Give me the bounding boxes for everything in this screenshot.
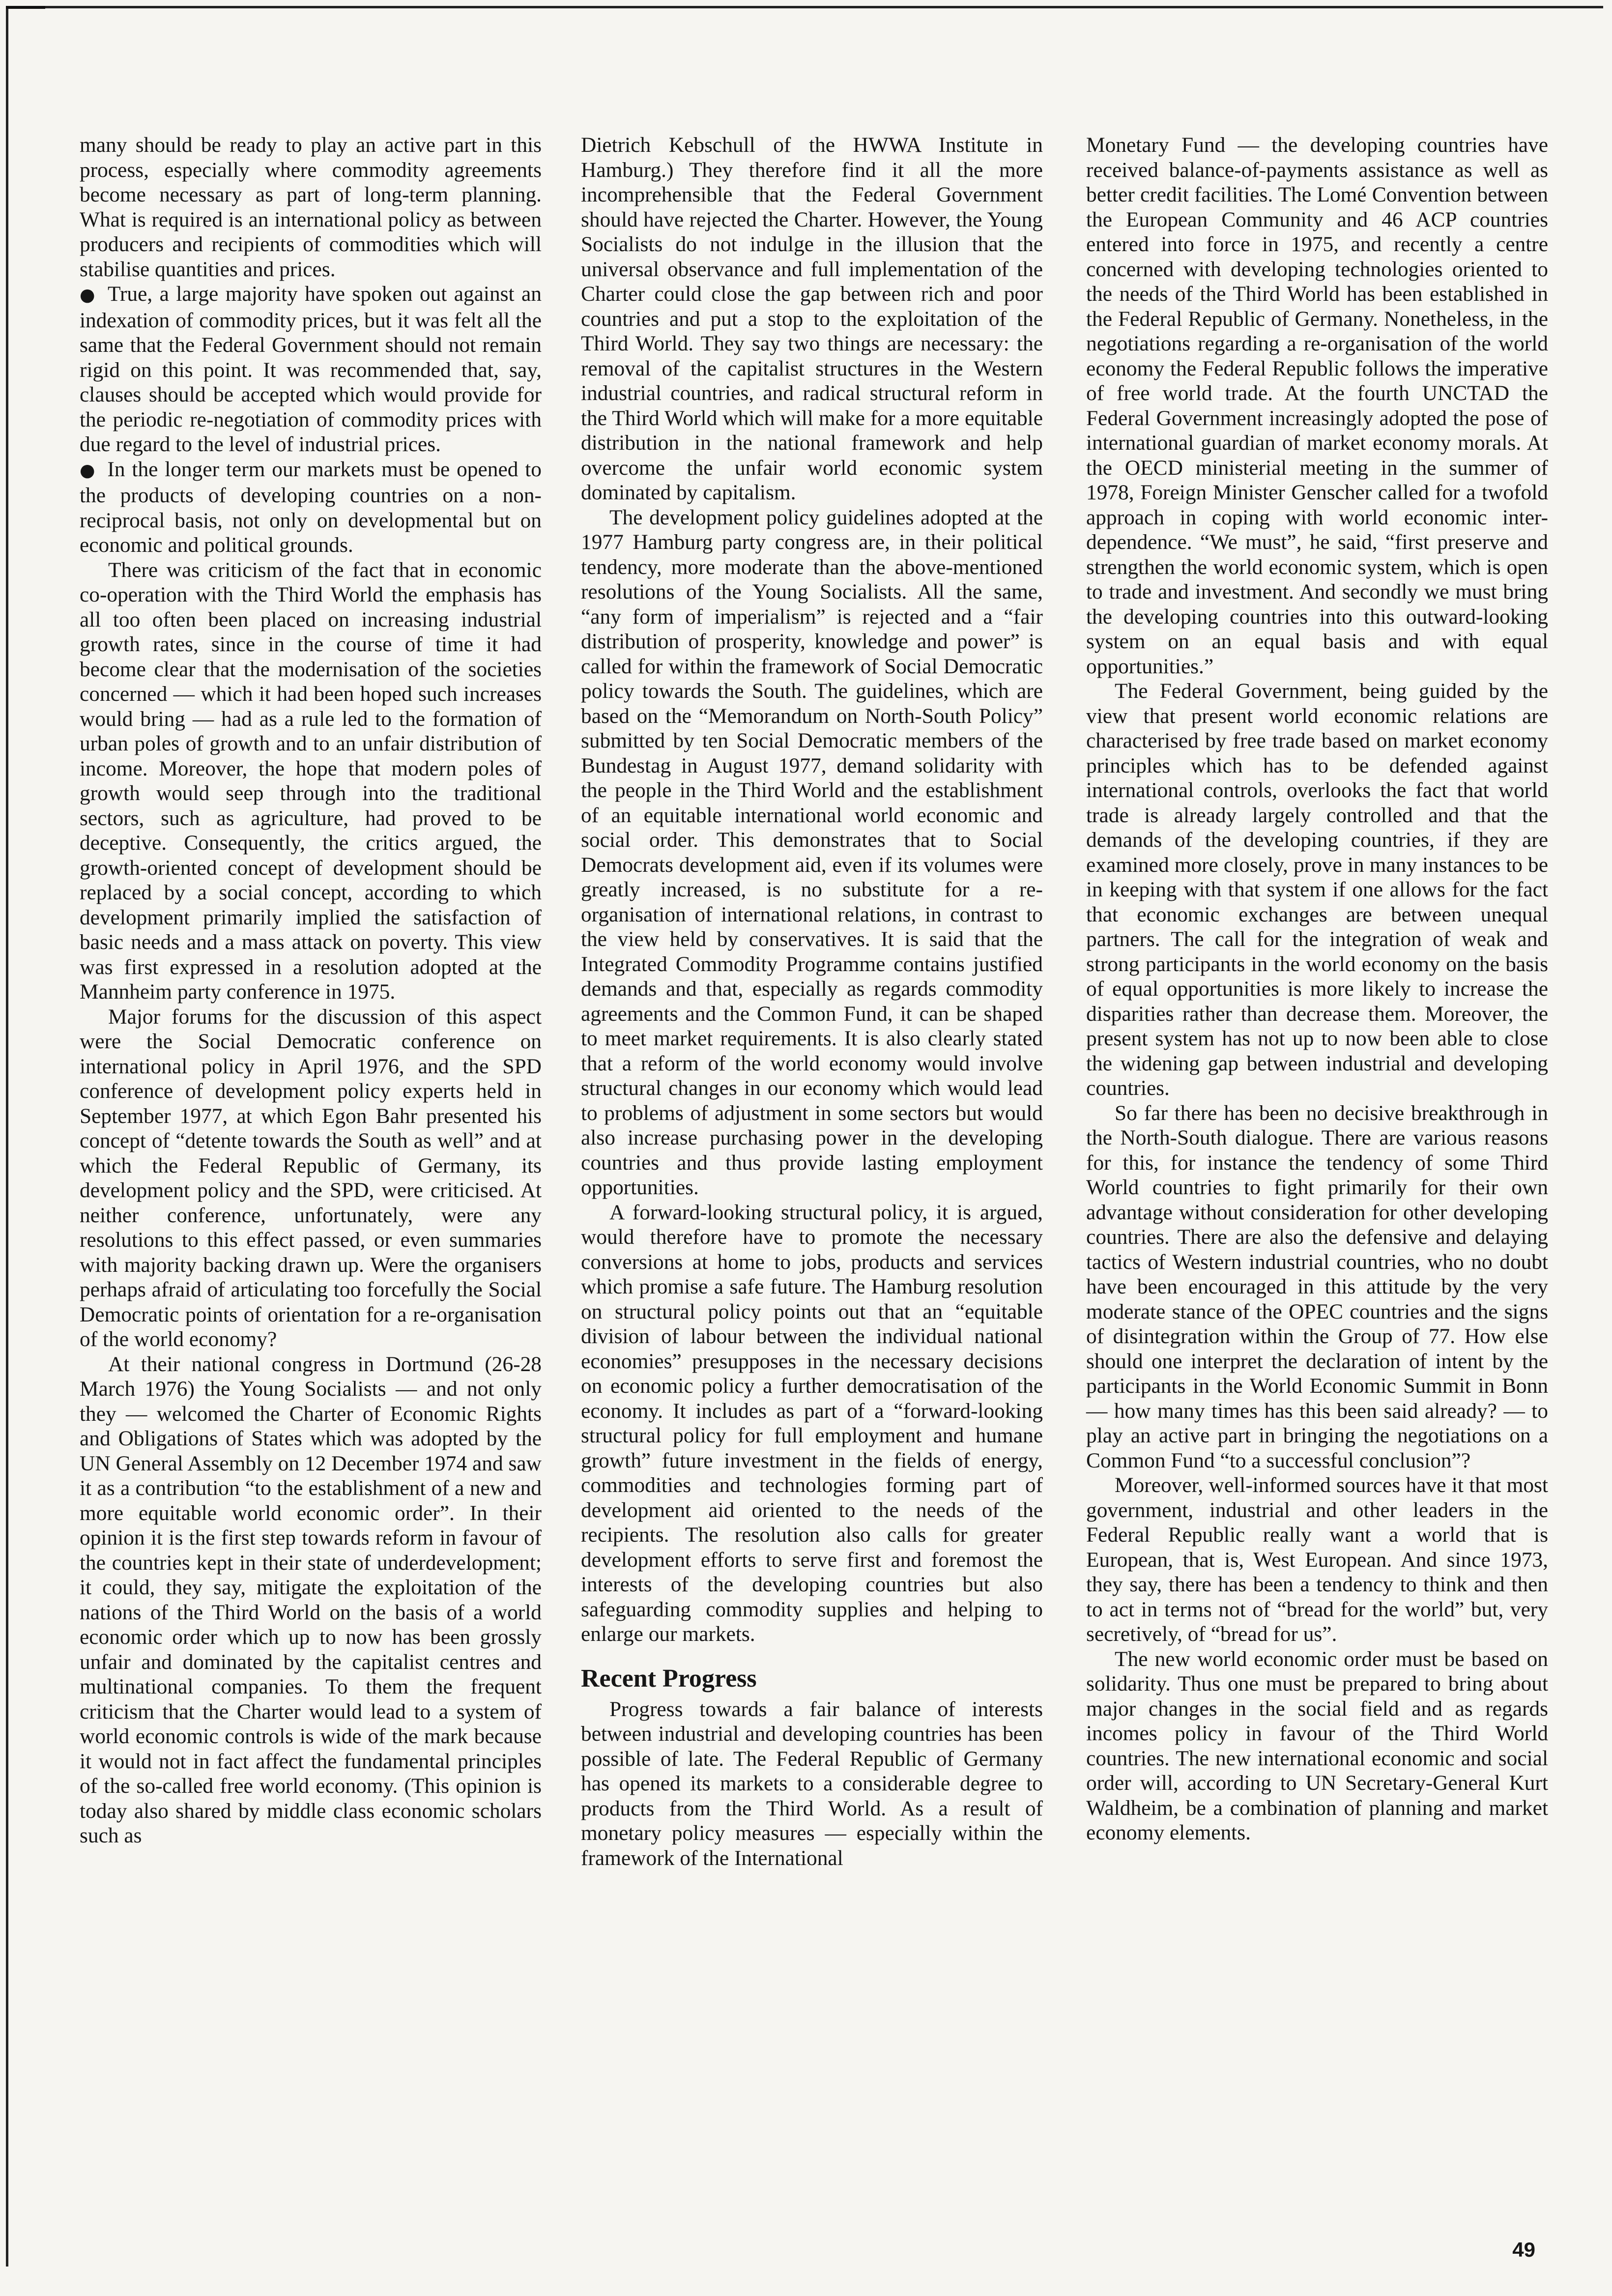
bullet-icon: ● (80, 285, 97, 305)
column-1 (80, 133, 542, 1848)
bullet-icon: ● (80, 460, 97, 481)
paragraph-text: True, a large majority have spoken out against an indexation of commodity prices, but it was felt all the same that the Federal Government should not remain rigid on this point. It was recommended that, say, clauses should be accepted which would provide for the periodic re-negotiation of commodity prices with due regard to the level of industrial prices. (80, 282, 542, 456)
column-2 (581, 133, 1043, 1870)
paragraph: At their national congress in Dortmund (26-28 March 1976) the Young Socialists — and not only they — welcomed the Charter of Economic Rights and Obligations of States which was adopted by the UN General Assembly on 12 December 1974 and saw it as a contribution “to the establishment of a new and more equitable world economic order”. In their opinion it is the first step towards reform in favour of the countries kept in their state of underdevelopment; it could, they say, mitigate the exploitation of the nations of the Third World on the basis of a world economic order which up to now has been grossly unfair and dominated by the capitalist centres and multinational companies. To them the frequent criticism that the Charter would lead to a system of world economic controls is wide of the mark because it would not in fact affect the fundamental principles of the so-called free world economy. (This opinion is today also shared by middle class economic scholars such as (80, 1352, 542, 1847)
paragraph: The Federal Government, being guided by the view that present world economic relations are characterised by free trade based on market economy principles which has to be defended against international controls, overlooks the fact that world trade is already largely controlled and that the demands of the developing countries, if they are examined more closely, prove in many instances to be in keeping with that system if one allows for the fact that economic exchanges are between unequal partners. The call for the integration of weak and strong participants in the world economy on the basis of equal opportunities is more likely to increase the disparities rather than decrease them. Moreover, the present system has not up to now been able to close the widening gap between industrial and developing countries. (1086, 679, 1548, 1100)
page-border-top (6, 6, 1603, 8)
column-3 (1086, 133, 1548, 1845)
page-number: 49 (1512, 2238, 1535, 2261)
page-corner-mark (6, 6, 45, 9)
paragraph: A forward-looking structural policy, it is argued, would therefore have to promote the necessary conversions at home to jobs, products and services which promise a safe future. The Hamburg resolution on structural policy points out that an “equitable division of labour between the individual national economies” presupposes in the necessary decisions on economic policy a further democratisation of the economy. It includes as part of a “forward-looking structural policy for full employment and humane growth” future investment in the fields of energy, commodities and technologies forming part of development aid oriented to the needs of the recipients. The resolution also calls for greater development efforts to serve first and foremost the interests of the developing countries but also safeguarding commodity supplies and helping to enlarge our markets. (581, 1200, 1043, 1646)
bullet-paragraph (80, 457, 542, 558)
page-border-left (6, 6, 8, 2267)
paragraph: The new world economic order must be based on solidarity. Thus one must be prepared to bring about major changes in the social field and as regards incomes policy in favour of the Third World countries. The new international economic and social order will, according to UN Secretary-General Kurt Waldheim, be a combination of planning and market economy elements. (1086, 1647, 1548, 1844)
bullet-paragraph (80, 282, 542, 457)
paragraph-text: In the longer term our markets must be opened to the products of developing countries on a non-reciprocal basis, not only on developmental but on economic and political grounds. (80, 457, 542, 557)
section-heading: Recent Progress (581, 1664, 757, 1693)
paragraph: The development policy guidelines adopted at the 1977 Hamburg party congress are, in their political tendency, more moderate than the above-mentioned resolutions of the Young Socialists. All the same, “any form of imperialism” is rejected and a “fair distribution of prosperity, knowledge and power” is called for within the framework of Social Democratic policy towards the South. The guidelines, which are based on the “Memorandum on North-South Policy” submitted by ten Social Democratic members of the Bundestag in August 1977, demand solidarity with the people in the Third World and the establishment of an equitable international world economic and social order. This demonstrates that to Social Democrats development aid, even if its volumes were greatly increased, is no substitute for a re-organisation of international relations, in contrast to the view held by conservatives. It is said that the Integrated Commodity Programme contains justified demands and that, especially as regards commodity agreements and the Common Fund, it can be shaped to meet market requirements. It is also clearly stated that a reform of the world economy would involve structural changes in our economy which would lead to problems of adjustment in some sectors but would also increase purchasing power in the developing countries and thus provide lasting employment opportunities. (581, 505, 1043, 1199)
paragraph: Major forums for the discussion of this aspect were the Social Democratic conference on international policy in April 1976, and the SPD conference of development policy experts held in September 1977, at which Egon Bahr presented his concept of “detente towards the South as well” and at which the Federal Republic of Germany, its development policy and the SPD, were criticised. At neither conference, unfortunately, were any resolutions to this effect passed, or even summaries with majority backing drawn up. Were the organisers perhaps afraid of articulating too forcefully the Social Democratic points of orientation for a re-organisation of the world economy? (80, 1004, 542, 1351)
paragraph: Progress towards a fair balance of interests between industrial and developing countries has been possible of late. The Federal Republic of Germany has opened its markets to a considerable degree to products from the Third World. As a result of monetary policy measures — especially within the framework of the International (581, 1697, 1043, 1870)
paragraph: Moreover, well-informed sources have it that most government, industrial and other leaders in the Federal Republic really want a world that is European, that is, West European. And since 1973, they say, there has been a tendency to think and then to act in terms not of “bread for the world” but, very secretively, of “bread for us”. (1086, 1473, 1548, 1646)
paragraph: many should be ready to play an active part in this process, especially where commodity agreements become necessary as part of long-term planning. What is required is an international policy as between producers and recipients of commodities which will stabilise quantities and prices. (80, 133, 542, 281)
paragraph: Monetary Fund — the developing countries have received balance-of-payments assistance as well as better credit facilities. The Lomé Convention between the European Community and 46 ACP countries entered into force in 1975, and recently a centre concerned with developing technologies oriented to the needs of the Third World has been established in the Federal Republic of Germany. Nonetheless, in the negotiations regarding a re-organisation of the world economy the Federal Republic follows the imperative of free world trade. At the fourth UNCTAD the Federal Government increasingly adopted the pose of international guardian of market economy morals. At the OECD ministerial meeting in the summer of 1978, Foreign Minister Genscher called for a twofold approach in coping with world economic inter-dependence. “We must”, he said, “first preserve and strengthen the world economic system, which is open to trade and investment. And secondly we must bring the developing countries into this outward-looking system on an equal basis and with equal opportunities.” (1086, 133, 1548, 678)
paragraph: There was criticism of the fact that in economic co-operation with the Third World the emphasis has all too often been placed on increasing industrial growth rates, since in the course of time it had become clear that the modernisation of the societies concerned — which it had been hoped such increases would bring — had as a rule led to the formation of urban poles of growth and to an unfair distribution of income. Moreover, the hope that modern poles of growth would seep through into the traditional sectors, such as agriculture, had proved to be deceptive. Consequently, the critics argued, the growth-oriented concept of development should be replaced by a social concept, according to which development primarily implied the satisfaction of basic needs and a mass attack on poverty. This view was first expressed in a resolution adopted at the Mannheim party conference in 1975. (80, 558, 542, 1004)
paragraph: Dietrich Kebschull of the HWWA Institute in Hamburg.) They therefore find it all the more incomprehensible that the Federal Government should have rejected the Charter. However, the Young Socialists do not indulge in the illusion that the universal observance and full implementation of the Charter could close the gap between rich and poor countries and put a stop to the exploitation of the Third World. They say two things are necessary: the removal of the capitalist structures in the Western industrial countries, and radical structural reform in the Third World which will make for a more equitable distribution in the national framework and help overcome the unfair world economic system dominated by capitalism. (581, 133, 1043, 504)
paragraph: So far there has been no decisive breakthrough in the North-South dialogue. There are various reasons for this, for instance the tendency of some Third World countries to fight primarily for their own advantage without consideration for other developing countries. There are also the defensive and delaying tactics of Western industrial countries, who no doubt have been encouraged in this attitude by the very moderate stance of the OPEC countries and the signs of disintegration within the Group of 77. How else should one interpret the declaration of intent by the participants in the World Economic Summit in Bonn — how many times has this been said already? — to play an active part in bringing the negotiations on a Common Fund “to a successful conclusion”? (1086, 1101, 1548, 1472)
